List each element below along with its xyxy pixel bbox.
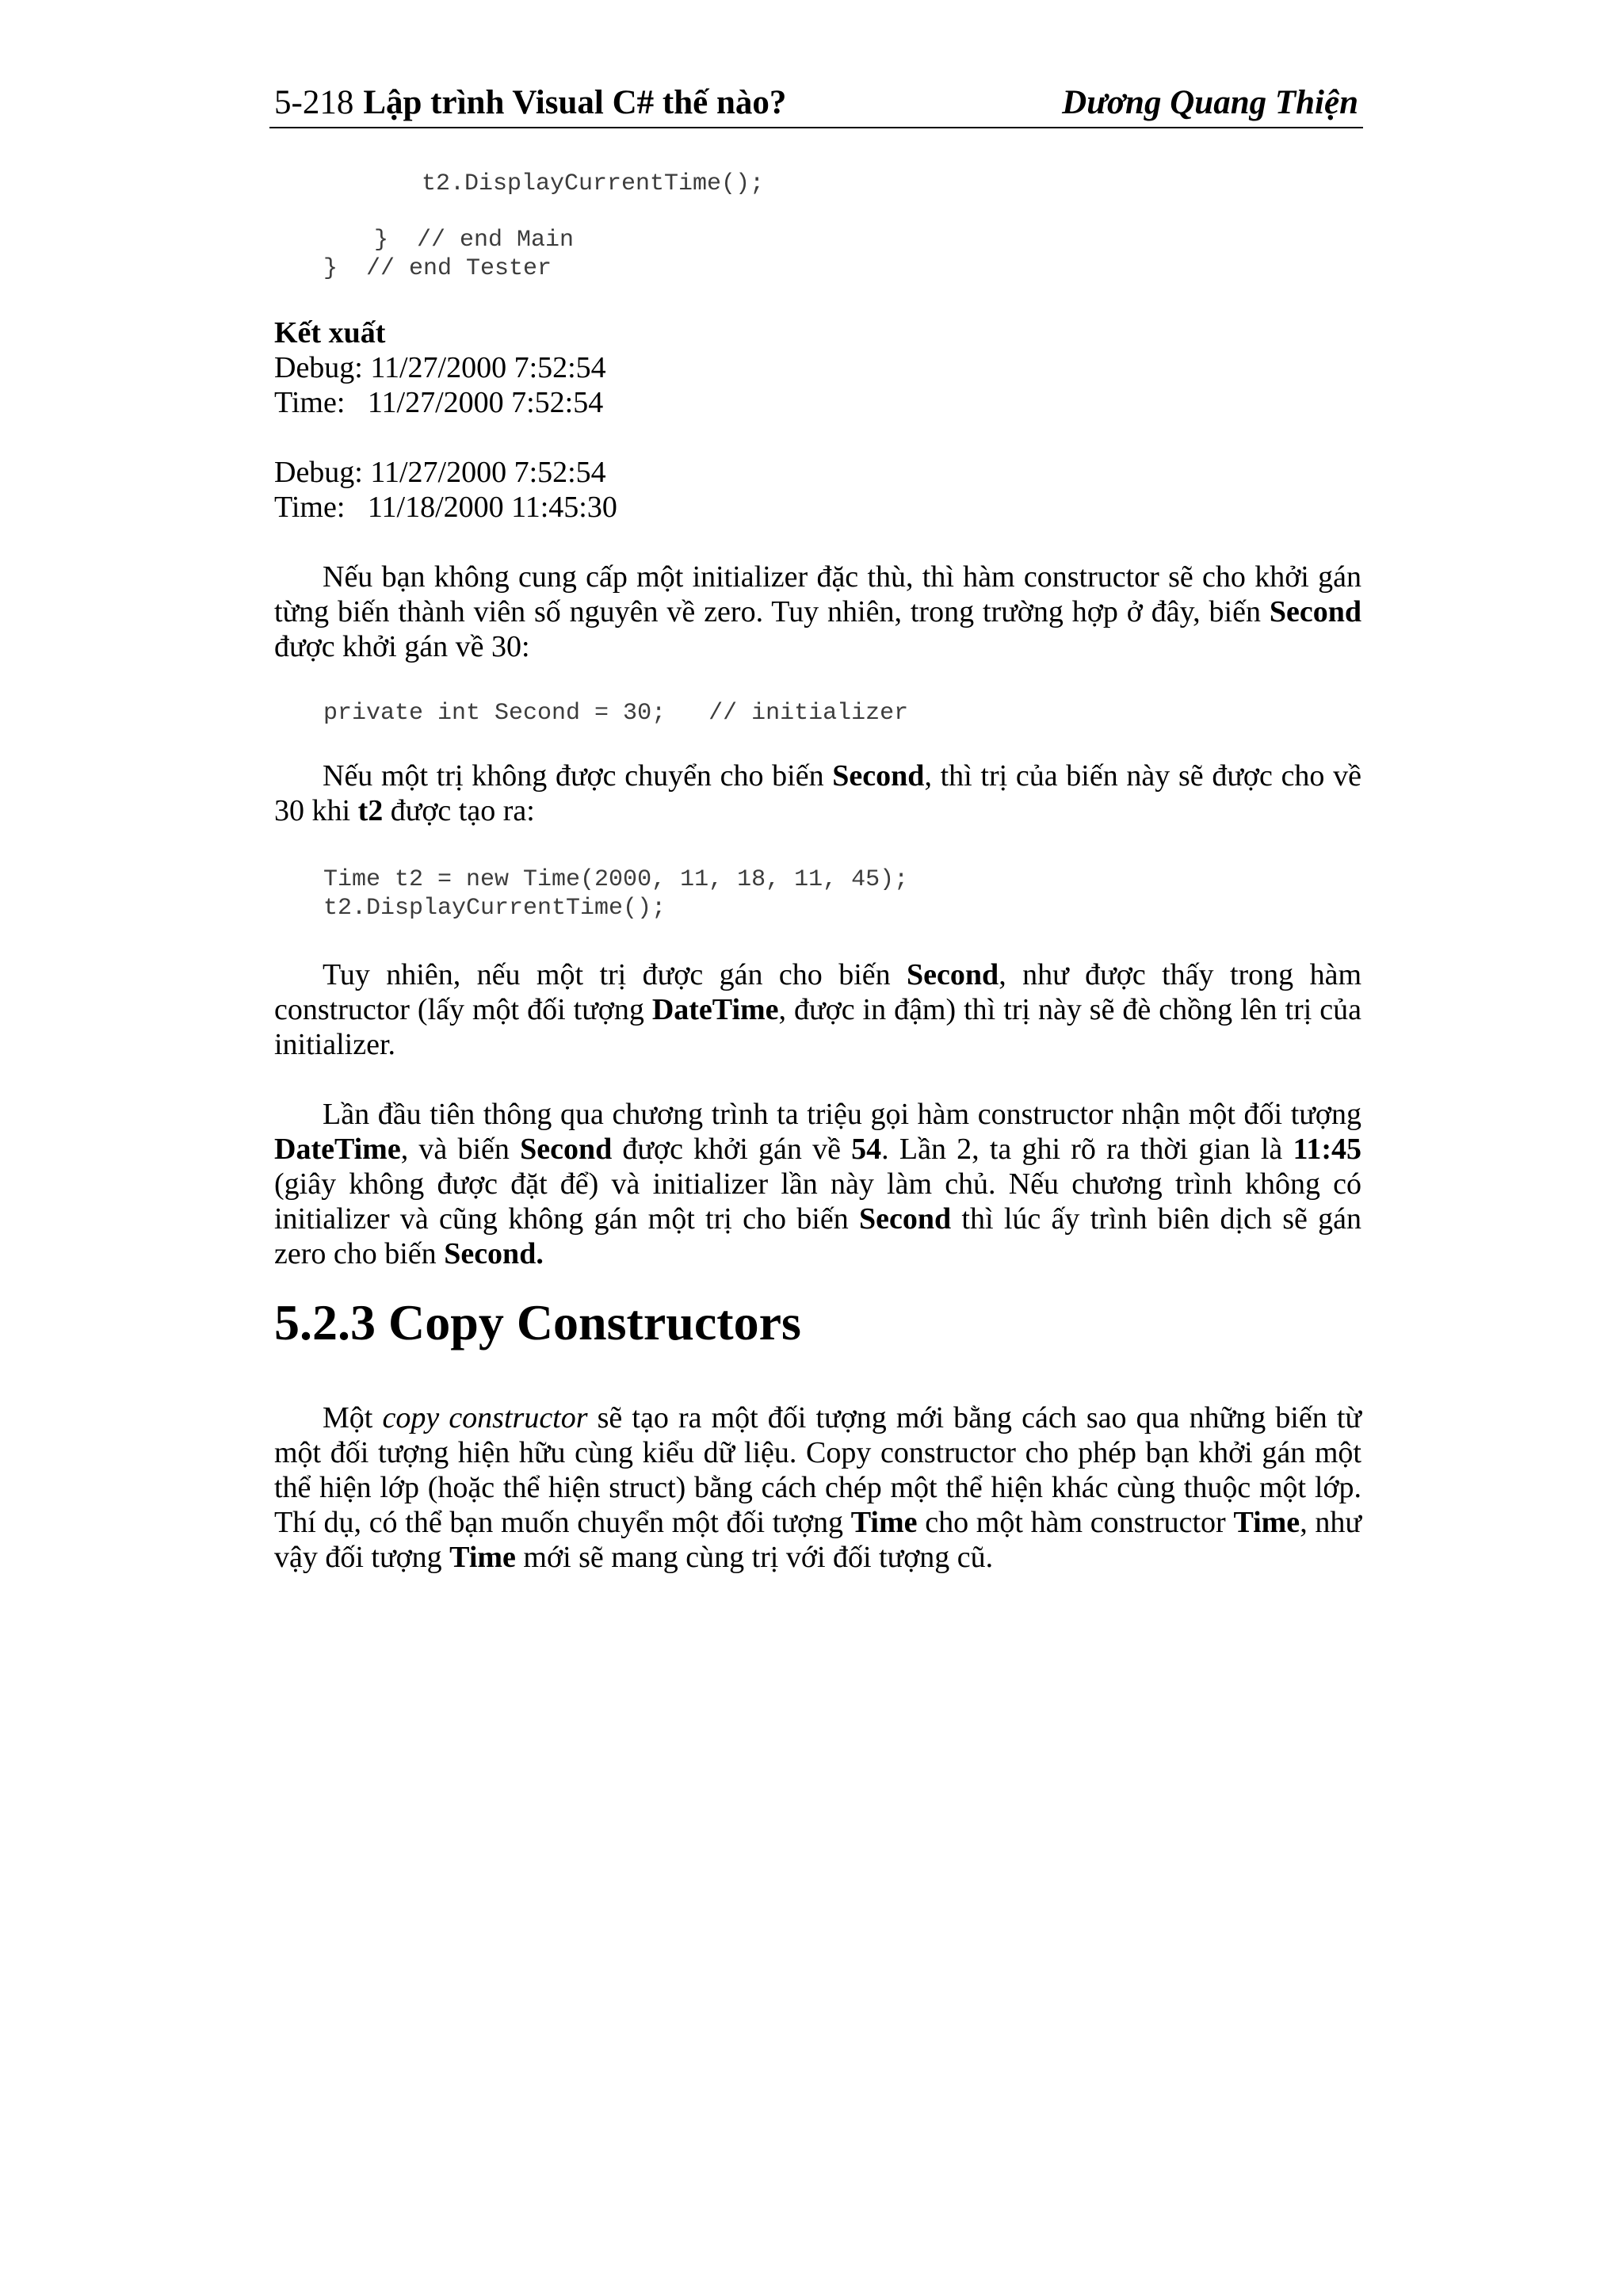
text-run: , được in đậm) thì trị này sẽ đè chồng lên trị của initializer.	[274, 993, 1361, 1061]
text-run: Lần đầu tiên thông qua chương trình ta triệu gọi hàm constructor nhận một đối tượng	[323, 1098, 1361, 1131]
output-line: Debug: 11/27/2000 7:52:54	[274, 351, 606, 384]
paragraph-3	[274, 957, 1361, 1062]
text-run: được tạo ra:	[383, 794, 535, 827]
bold-term: Second	[520, 1133, 613, 1166]
text-run: sẽ tạo ra một đối tượng mới bằng cách sao qua những biến từ một đối tượng hiện hữu cùng kiểu dữ liệu. Copy constructor cho phép bạn khởi gán một thể hiện lớp (hoặc thể hiện struct) bằng cách chép một thể hiện khác cùng thuộc một lớp. Thí dụ, có thể bạn muốn chuyển một đối tượng	[274, 1401, 1361, 1539]
output-line: Time: 11/27/2000 7:52:54	[274, 386, 604, 419]
bold-term: Second	[1269, 595, 1361, 628]
text-run: Nếu bạn không cung cấp một initializer đặc thù, thì hàm constructor sẽ cho khởi gán từng biến thành viên số nguyên về zero. Tuy nhiên, trong trường hợp ở đây, biến	[274, 560, 1361, 628]
text-run: Nếu một trị không được chuyển cho biến	[323, 759, 833, 793]
author-name: Dương Quang Thiện	[1062, 84, 1358, 121]
bold-term: DateTime	[651, 993, 779, 1026]
text-run: Một	[323, 1401, 383, 1435]
bold-term: Second	[907, 958, 999, 991]
bold-term: Second	[859, 1202, 952, 1236]
code-line-display-current-time: t2.DisplayCurrentTime();	[422, 170, 765, 197]
code-line-end-tester: } // end Tester	[323, 255, 552, 282]
paragraph-2	[274, 758, 1361, 828]
output-line: Time: 11/18/2000 11:45:30	[274, 491, 617, 524]
text-run: , như được thấy trong hàm constructor (lấy một đối tượng	[274, 958, 1361, 1026]
italic-term: copy constructor	[382, 1401, 588, 1435]
output-label: Kết xuất	[274, 316, 386, 350]
paragraph-text	[274, 957, 1361, 1062]
text-run: cho một hàm constructor	[917, 1506, 1234, 1539]
bold-term: 54	[851, 1133, 882, 1166]
paragraph-text	[274, 1400, 1361, 1575]
bold-term: DateTime	[274, 1133, 401, 1166]
code-display-time: t2.DisplayCurrentTime();	[323, 895, 666, 922]
text-run: Tuy nhiên, nếu một trị được gán cho biến	[323, 958, 907, 991]
paragraph-text	[274, 560, 1361, 664]
code-initializer: private int Second = 30; // initializer	[323, 700, 909, 727]
output-line: Debug: 11/27/2000 7:52:54	[274, 456, 606, 489]
header-left	[274, 83, 786, 122]
paragraph-text	[274, 1097, 1361, 1271]
text-run: , và biến	[400, 1133, 521, 1166]
page-number: 5-218	[274, 84, 354, 121]
output-line	[274, 420, 1361, 455]
page-header	[269, 79, 1363, 128]
text-run: được khởi gán về 30:	[274, 630, 530, 663]
text-run: . Lần 2, ta ghi rõ ra thời gian là	[881, 1133, 1293, 1166]
book-title: Lập trình Visual C# thế nào?	[363, 84, 787, 121]
section-heading: 5.2.3 Copy Constructors	[274, 1294, 801, 1350]
code-line-end-main: } // end Main	[374, 227, 575, 254]
bold-term: Second.	[444, 1237, 544, 1270]
bold-term: 11:45	[1293, 1133, 1361, 1166]
paragraph-4	[274, 1097, 1361, 1271]
text-run: thì lúc ấy trình biên dịch sẽ gán zero cho biến	[274, 1202, 1362, 1270]
bold-term: Second	[832, 759, 925, 793]
paragraph-1	[274, 560, 1361, 664]
paragraph-5	[274, 1400, 1361, 1575]
bold-term: Time	[850, 1506, 918, 1539]
bold-term: Time	[1233, 1506, 1300, 1539]
bold-term: Time	[449, 1541, 516, 1574]
text-run: (giây không được đặt để) và initializer lần này làm chủ. Nếu chương trình không có initializer và cũng không gán một trị cho biến	[274, 1167, 1361, 1236]
text-run: mới sẽ mang cùng trị với đối tượng cũ.	[515, 1541, 994, 1574]
text-run: , như vậy đối tượng	[274, 1506, 1361, 1574]
code-new-time: Time t2 = new Time(2000, 11, 18, 11, 45);	[323, 866, 909, 893]
paragraph-text	[274, 758, 1361, 828]
output-block	[274, 315, 1361, 525]
bold-term: t2	[357, 794, 384, 827]
text-run: , thì trị của biến này sẽ được cho về 30 khi	[274, 759, 1361, 827]
text-run: được khởi gán về	[612, 1133, 852, 1166]
